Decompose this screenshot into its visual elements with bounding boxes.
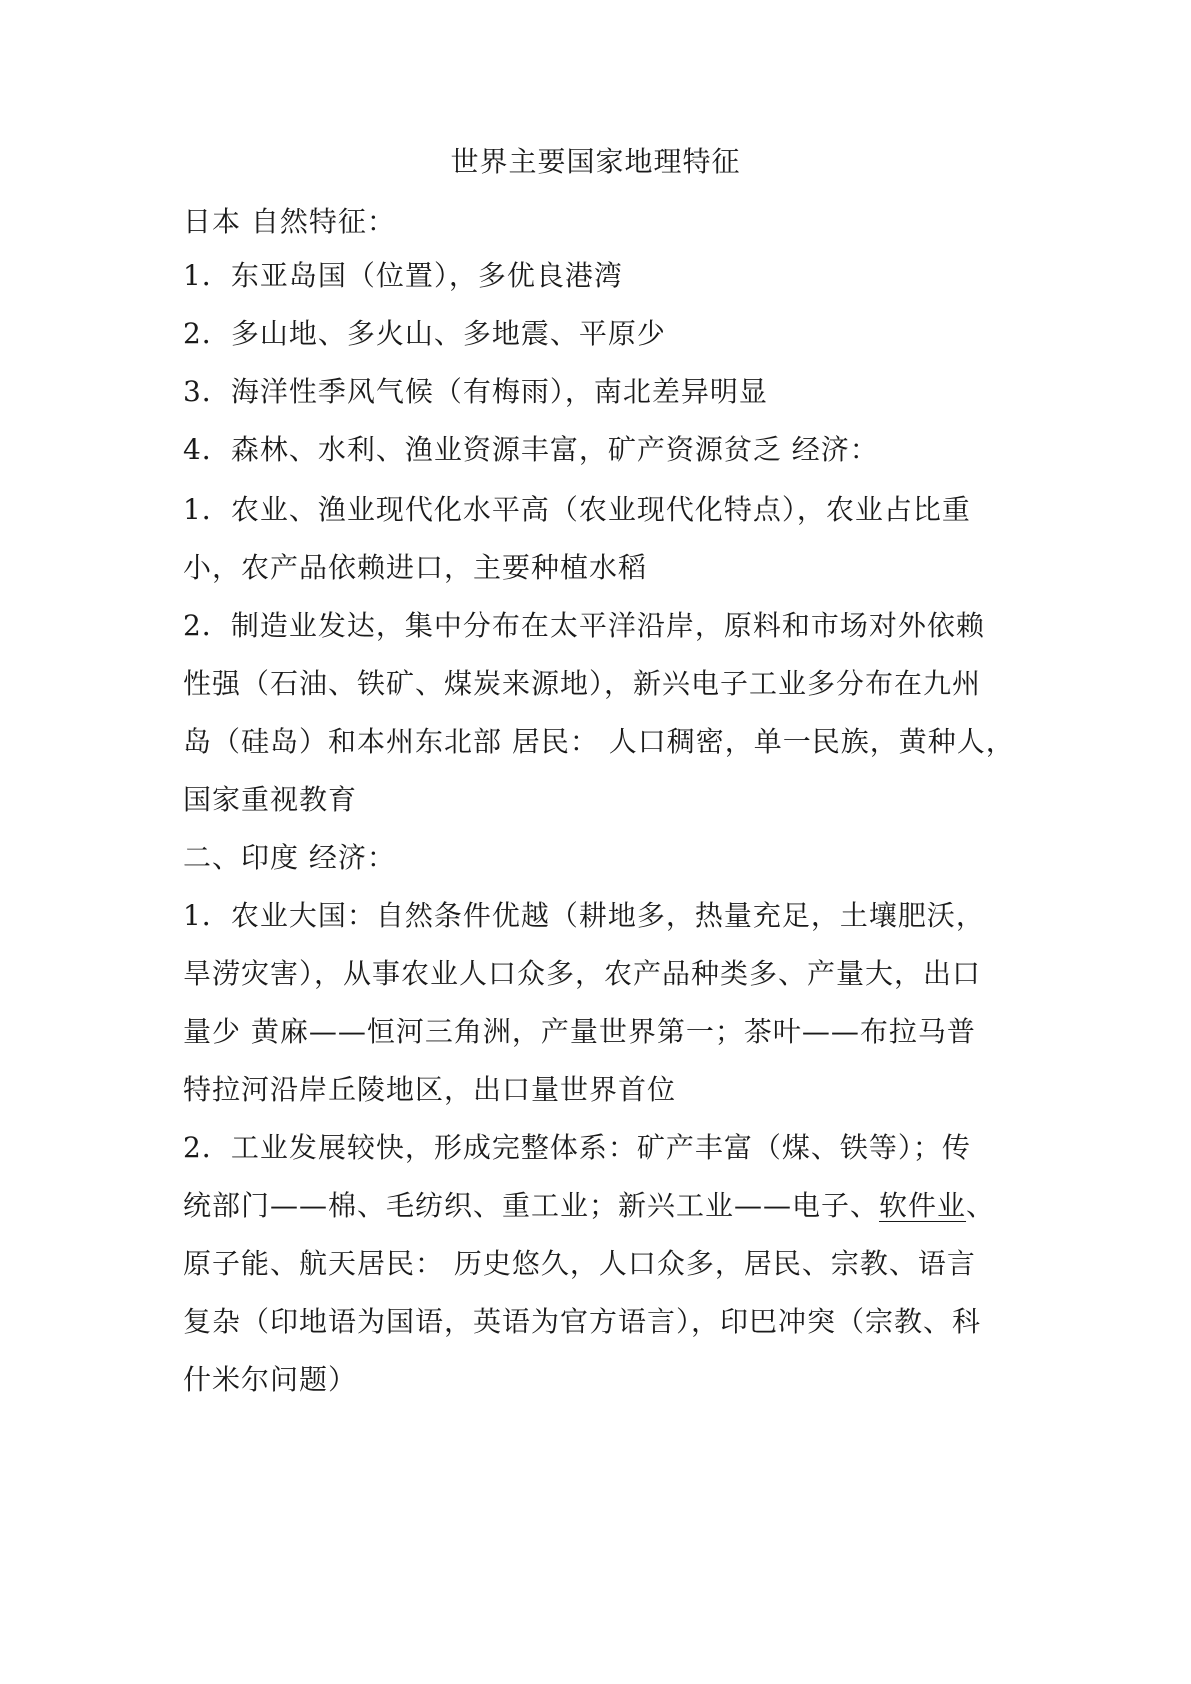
text-line: 4．森林、水利、渔业资源丰富，矿产资源贫乏 经济： [183, 433, 879, 466]
text-line: 性强（石油、铁矿、煤炭来源地），新兴电子工业多分布在九州 [183, 667, 982, 700]
text-segment: 统部门——棉、毛纺织、重工业；新兴工业——电子、 [183, 1189, 880, 1222]
text-line: 旱涝灾害），从事农业人口众多，农产品种类多、产量大，出口 [183, 957, 982, 990]
text-segment: 、 [966, 1189, 996, 1222]
text-line [183, 1186, 1013, 1226]
text-line: 3．海洋性季风气候（有梅雨），南北差异明显 [183, 375, 768, 408]
text-line: 1．农业大国：自然条件优越（耕地多，热量充足，土壤肥沃， [183, 899, 985, 932]
underlined-term: 软件业 [879, 1189, 967, 1222]
section-heading: 二、印度 经济： [183, 841, 396, 874]
text-line: 岛（硅岛）和本州东北部 居民： 人口稠密，单一民族，黄种人， [183, 725, 1015, 758]
text-line: 日本 自然特征： [183, 205, 396, 238]
text-line: 国家重视教育 [183, 783, 358, 816]
text-line: 特拉河沿岸丘陵地区，出口量世界首位 [183, 1073, 677, 1106]
text-line: 1．农业、渔业现代化水平高（农业现代化特点），农业占比重 [183, 493, 971, 526]
text-line: 2．制造业发达，集中分布在太平洋沿岸，原料和市场对外依赖 [183, 609, 985, 642]
text-line: 1．东亚岛国（位置），多优良港湾 [183, 259, 623, 292]
document-title: 世界主要国家地理特征 [450, 145, 741, 178]
text-line: 什米尔问题） [183, 1363, 358, 1396]
text-line: 2．多山地、多火山、多地震、平原少 [183, 317, 666, 350]
text-line: 小，农产品依赖进口，主要种植水稻 [183, 551, 648, 584]
text-line: 复杂（印地语为国语，英语为官方语言），印巴冲突（宗教、科 [183, 1305, 982, 1338]
text-line: 量少 黄麻——恒河三角洲，产量世界第一；茶叶——布拉马普 [183, 1015, 976, 1048]
text-line: 2．工业发展较快，形成完整体系：矿产丰富（煤、铁等）；传 [183, 1131, 971, 1164]
text-line: 原子能、航天居民： 历史悠久，人口众多，居民、宗教、语言 [183, 1247, 976, 1280]
